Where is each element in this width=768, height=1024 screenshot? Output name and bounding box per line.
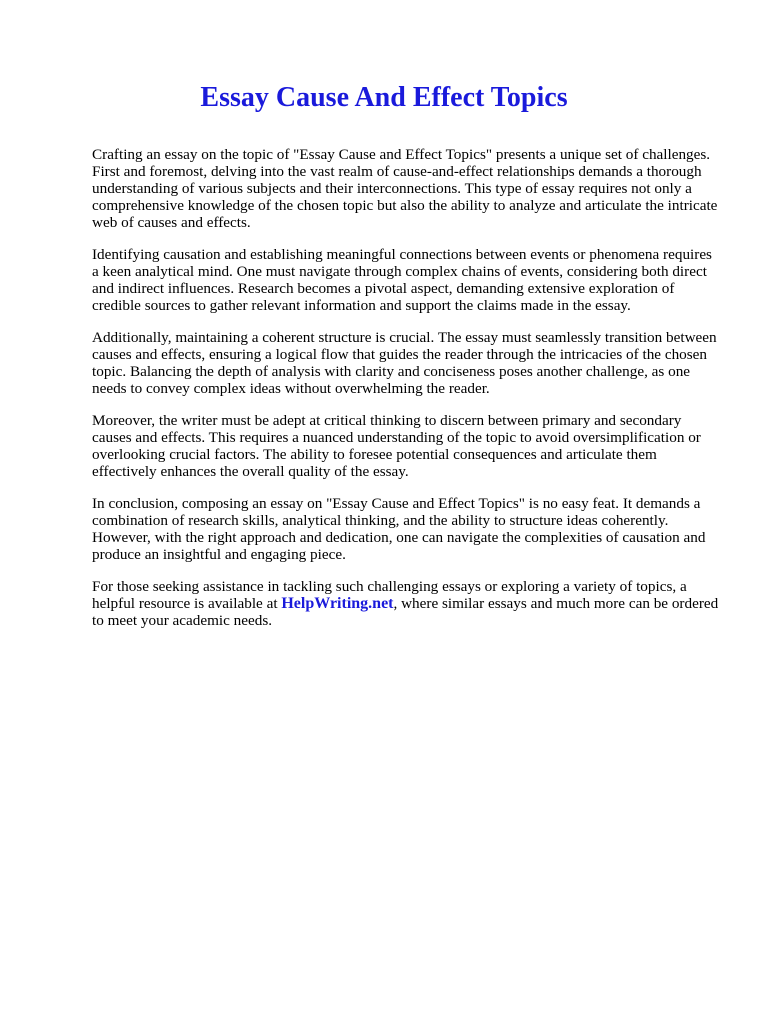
- helpwriting-link[interactable]: HelpWriting.net: [281, 595, 394, 612]
- document-title: Essay Cause And Effect Topics: [200, 82, 568, 113]
- paragraph-critical-thinking: Moreover, the writer must be adept at critical thinking to discern between primary and secondary causes and effects. This requires a nuanced understanding of the topic to avoid oversimplification or overlooking crucial factors. The ability to foresee potential consequences and articulate them effectively enhances the overall quality of the essay.: [92, 412, 701, 480]
- resource-text-after: , where similar essays and much more can be ordered to meet your academic needs.: [92, 595, 719, 629]
- paragraph-resource: [92, 578, 722, 629]
- resource-text-before: For those seeking assistance in tackling such challenging essays or exploring a variety of topics, a helpful resource is available at: [92, 578, 687, 612]
- document-body: [92, 146, 722, 644]
- paragraph-intro: Crafting an essay on the topic of "Essay Cause and Effect Topics" presents a unique set of challenges. First and foremost, delving into the vast realm of cause-and-effect relationships demands a thorough understanding of various subjects and their interconnections. This type of essay requires not only a comprehensive knowledge of the chosen topic but also the ability to analyze and articulate the intricate web of causes and effects.: [92, 146, 718, 231]
- paragraph-conclusion: In conclusion, composing an essay on "Essay Cause and Effect Topics" is no easy feat. It demands a combination of research skills, analytical thinking, and the ability to structure ideas coherently. However, with the right approach and dedication, one can navigate the complexities of causation and produce an insightful and engaging piece.: [92, 495, 706, 563]
- paragraph-structure: Additionally, maintaining a coherent structure is crucial. The essay must seamlessly transition between causes and effects, ensuring a logical flow that guides the reader through the intricacies of the chosen topic. Balancing the depth of analysis with clarity and conciseness poses another challenge, as one needs to convey complex ideas without overwhelming the reader.: [92, 329, 717, 397]
- paragraph-causation: Identifying causation and establishing meaningful connections between events or phenomena requires a keen analytical mind. One must navigate through complex chains of events, considering both direct and indirect influences. Research becomes a pivotal aspect, demanding extensive exploration of credible sources to gather relevant information and support the claims made in the essay.: [92, 246, 712, 314]
